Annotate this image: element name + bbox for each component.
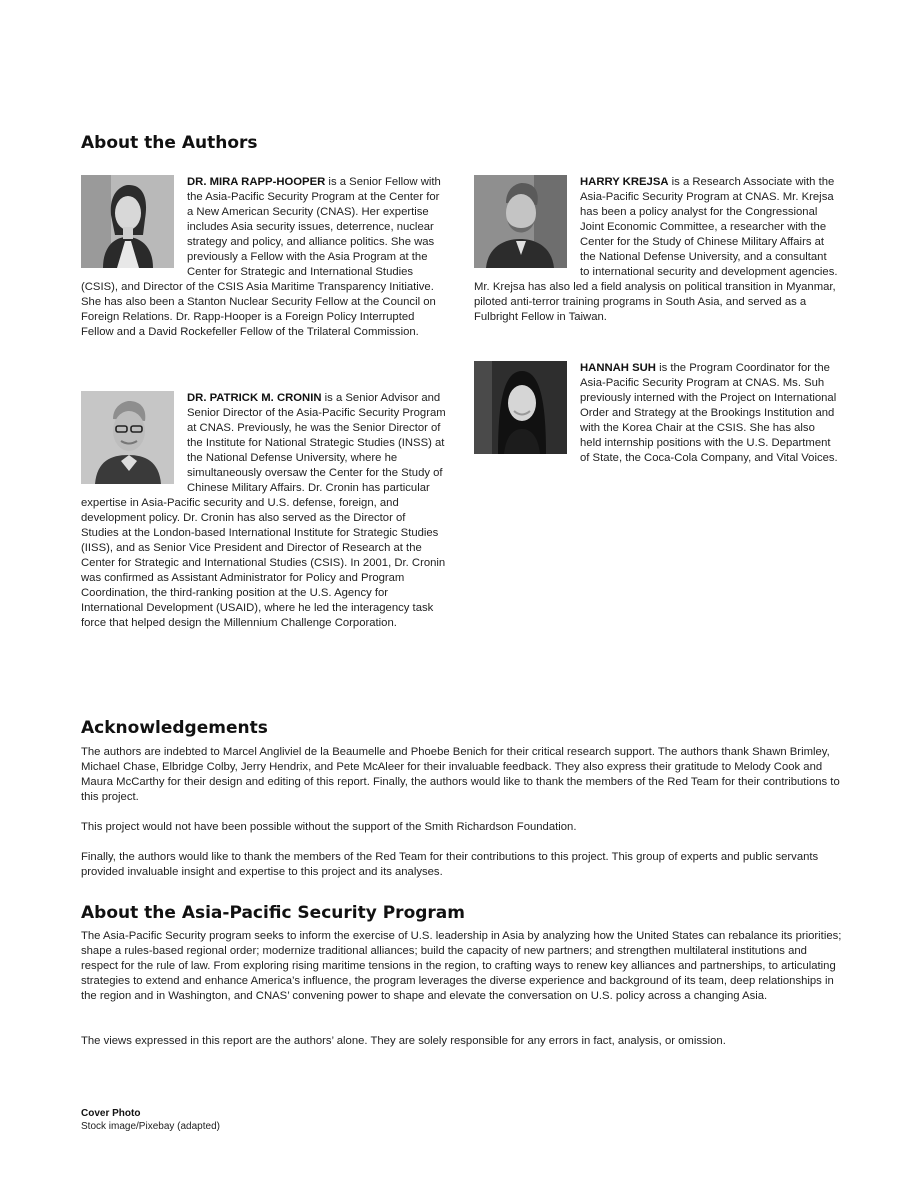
author-name-suh: HANNAH SUH (580, 362, 656, 374)
author-name-cronin: DR. PATRICK M. CRONIN (187, 392, 322, 404)
author-name-krejsa: HARRY KREJSA (580, 176, 669, 188)
program-heading: About the Asia-Pacific Security Program (81, 903, 465, 923)
author-bio-rapp-hooper (81, 175, 446, 340)
author-photo-suh (474, 361, 567, 454)
acknowledgements-paragraph-2: This project would not have been possible without the support of the Smith Richardson Foundation. (81, 821, 577, 833)
about-authors-heading: About the Authors (81, 133, 258, 153)
acknowledgements-paragraph-1: The authors are indebted to Marcel Angliviel de la Beaumelle and Phoebe Benich for their critical research support. The authors thank Shawn Brimley, Michael Chase, Elbridge Colby, Jerry Hendrix, and Pete McAleer for their invaluable feedback. They also express their gratitude to Melody Cook and Maura McCarthy for their design and editing of this report. Finally, the authors would like to thank the members of the Red Team for their contributions to this project. (81, 746, 840, 803)
author-name-rapp-hooper: DR. MIRA RAPP-HOOPER (187, 176, 326, 188)
acknowledgements-paragraph-3: Finally, the authors would like to thank the members of the Red Team for their contributions to this project. This group of experts and public servants provided invaluable insight and expertise to this project and its analyses. (81, 851, 819, 878)
author-photo-cronin (81, 391, 174, 484)
author-bio-text-suh: is the Program Coordinator for the Asia-Pacific Security Program at CNAS. Ms. Suh previously interned with the Project on International Order and Strategy at the Brookings Institution and with the Korea Chair at the CSIS. She has also held internship positions with the U.S. Department of State, the Coca-Cola Company, and Vital Voices. (580, 362, 838, 464)
author-bio-cronin (81, 391, 446, 631)
cover-photo-credit: Stock image/Pixebay (adapted) (81, 1121, 220, 1132)
cover-photo-label: Cover Photo (81, 1108, 141, 1119)
author-bio-text-rapp-hooper: is a Senior Fellow with the Asia-Pacific Security Program at the Center for a New American Security (CNAS). Her expertise includes Asia security issues, deterrence, nuclear strategy and policy, and alliance politics. She was previously a Fellow with the Asia Program at the Center for Strategic and International Studies (CSIS), and Director of the CSIS Asia Maritime Transparency Initiative. She has also been a Stanton Nuclear Security Fellow at the Council on Foreign Relations. Dr. Rapp-Hooper is a Foreign Policy Interrupted Fellow and a David Rockefeller Fellow of the Trilateral Commission. (81, 176, 441, 338)
author-bio-text-cronin: is a Senior Advisor and Senior Director of the Asia-Pacific Security Program at CNAS. Previously, he was the Senior Director of the Institute for National Strategic Studies (INSS) at the National Defense University, where he simultaneously oversaw the Center for the Study of Chinese Military Affairs. Dr. Cronin has particular expertise in Asia-Pacific security and U.S. defense, foreign, and development policy. Dr. Cronin has also served as the Director of Studies at the London-based International Institute for Strategic Studies (IISS), and as Senior Vice President and Director of Research at the Center for Strategic and International Studies (CSIS). In 2001, Dr. Cronin was confirmed as Assistant Administrator for Policy and Program Coordination, the third-ranking position at the U.S. Agency for International Development (USAID), where he led the interagency task force that helped design the Millennium Challenge Corporation. (81, 392, 446, 629)
author-bio-suh (474, 361, 839, 466)
program-paragraph-2: The views expressed in this report are the authors’ alone. They are solely responsible for any errors in fact, analysis, or omission. (81, 1035, 726, 1047)
author-bio-krejsa (474, 175, 839, 325)
program-paragraph-1: The Asia-Pacific Security program seeks to inform the exercise of U.S. leadership in Asia by analyzing how the United States can rebalance its priorities; shape a rules-based regional order; modernize traditional alliances; build the capacity of new partners; and strengthen multilateral institutions and respect for the rule of law. From exploring rising maritime tensions in the region, to crafting ways to renew key alliances and partnerships, to articulating strategies to extend and enhance America’s influence, the program leverages the diverse experience and background of its team, deep relationships in the region and in Washington, and CNAS’ convening power to shape and elevate the conversation on U.S. policy across a changing Asia. (81, 930, 842, 1002)
author-bio-text-krejsa: is a Research Associate with the Asia-Pacific Security Program at CNAS. Mr. Krejsa has been a policy analyst for the Congressional Joint Economic Committee, a researcher with the Center for the Study of Chinese Military Affairs at the National Defense University, and a consultant to international security and development agencies. Mr. Krejsa has also led a field analysis on political transition in Myanmar, piloted anti-terror training programs in South Asia, and served as a Fulbright Fellow in Taiwan. (474, 176, 838, 323)
acknowledgements-heading: Acknowledgements (81, 718, 268, 738)
author-photo-krejsa (474, 175, 567, 268)
author-photo-rapp-hooper (81, 175, 174, 268)
